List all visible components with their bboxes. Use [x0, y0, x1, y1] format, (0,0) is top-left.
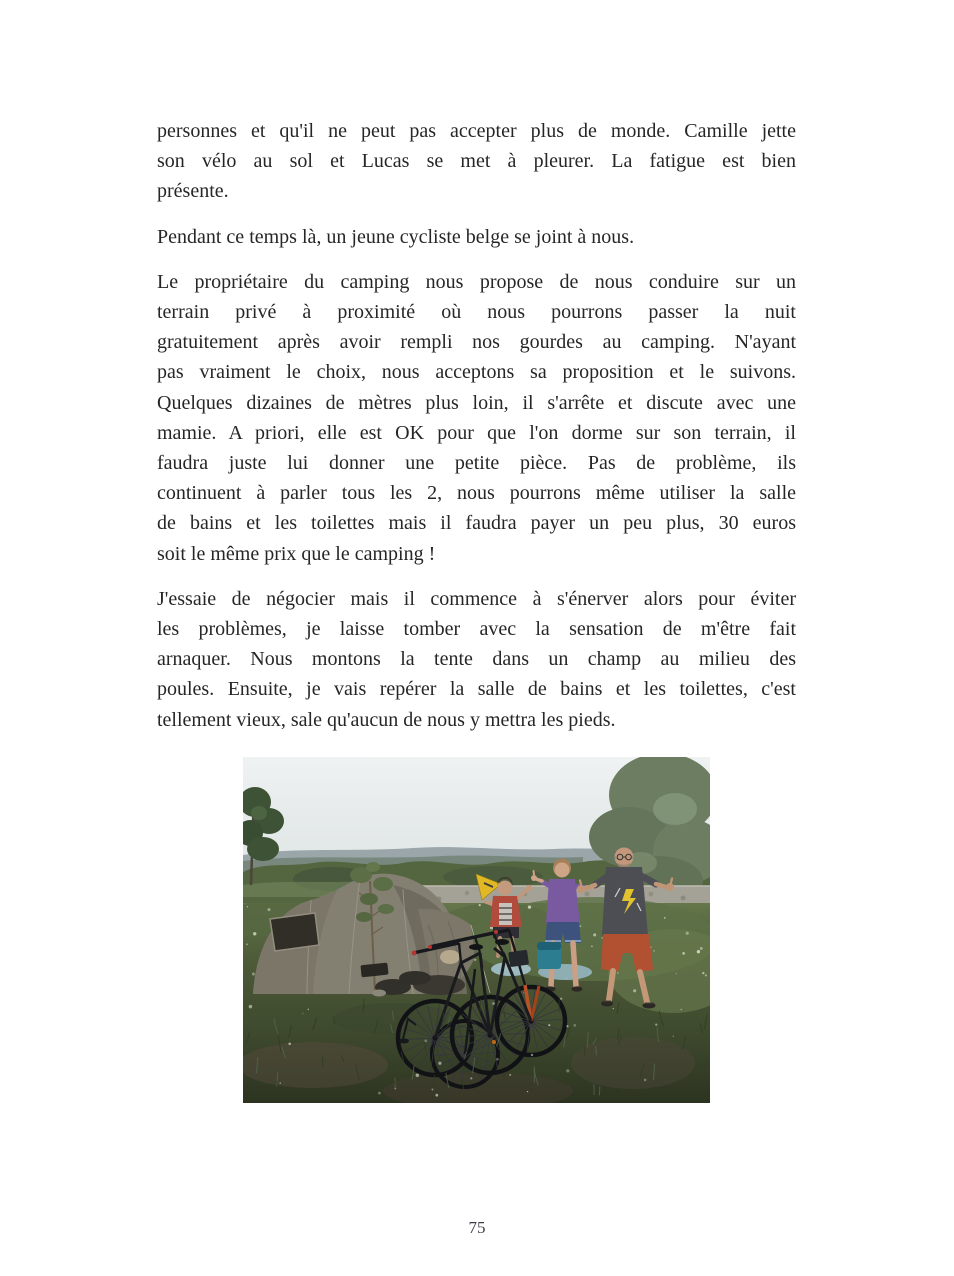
text-line: son vélo au sol et Lucas se met à pleurer. La fatigue est bien: [157, 150, 796, 173]
page-text: [157, 116, 796, 750]
text-line: Le propriétaire du camping nous propose de nous conduire sur un: [157, 270, 796, 293]
text-line: faudra juste lui donner une petite pièce. Pas de problème, ils: [157, 452, 796, 475]
text-line: terrain privé à proximité où nous pourrons passer la nuit: [157, 301, 796, 324]
paragraph: [157, 267, 796, 569]
text-line: soit le même prix que le camping !: [157, 542, 436, 565]
camping-photo: [243, 757, 710, 1103]
paragraph: [157, 584, 796, 735]
paragraph: [157, 116, 796, 207]
paragraph: [157, 222, 796, 252]
page-number: 75: [468, 1218, 486, 1237]
text-line: de bains et les toilettes mais il faudra payer un peu plus, 30 euros: [157, 512, 796, 535]
camping-photo-illustration: [243, 757, 710, 1103]
text-line: continuent à parler tous les 2, nous pourrons même utiliser la salle: [157, 482, 796, 505]
text-line: gratuitement après avoir rempli nos gourdes au camping. N'ayant: [157, 331, 796, 354]
text-line: pas vraiment le choix, nous acceptons sa proposition et le suivons.: [157, 361, 796, 384]
photo-tint-overlay: [243, 757, 710, 1103]
text-line: Quelques dizaines de mètres plus loin, il s'arrête et discute avec une: [157, 391, 796, 414]
text-line: tellement vieux, sale qu'aucun de nous y mettra les pieds.: [157, 708, 616, 731]
text-line: arnaquer. Nous montons la tente dans un champ au milieu des: [157, 648, 796, 671]
text-line: personnes et qu'il ne peut pas accepter plus de monde. Camille jette: [157, 120, 796, 142]
text-line: Pendant ce temps là, un jeune cycliste belge se joint à nous.: [157, 225, 635, 248]
text-line: J'essaie de négocier mais il commence à s'énerver alors pour éviter: [157, 587, 796, 610]
text-line: mamie. A priori, elle est OK pour que l'on dorme sur son terrain, il: [157, 421, 796, 444]
text-line: poules. Ensuite, je vais repérer la salle de bains et les toilettes, c'est: [157, 678, 796, 701]
text-line: les problèmes, je laisse tomber avec la sensation de m'être fait: [157, 618, 796, 641]
text-line: présente.: [157, 180, 229, 203]
